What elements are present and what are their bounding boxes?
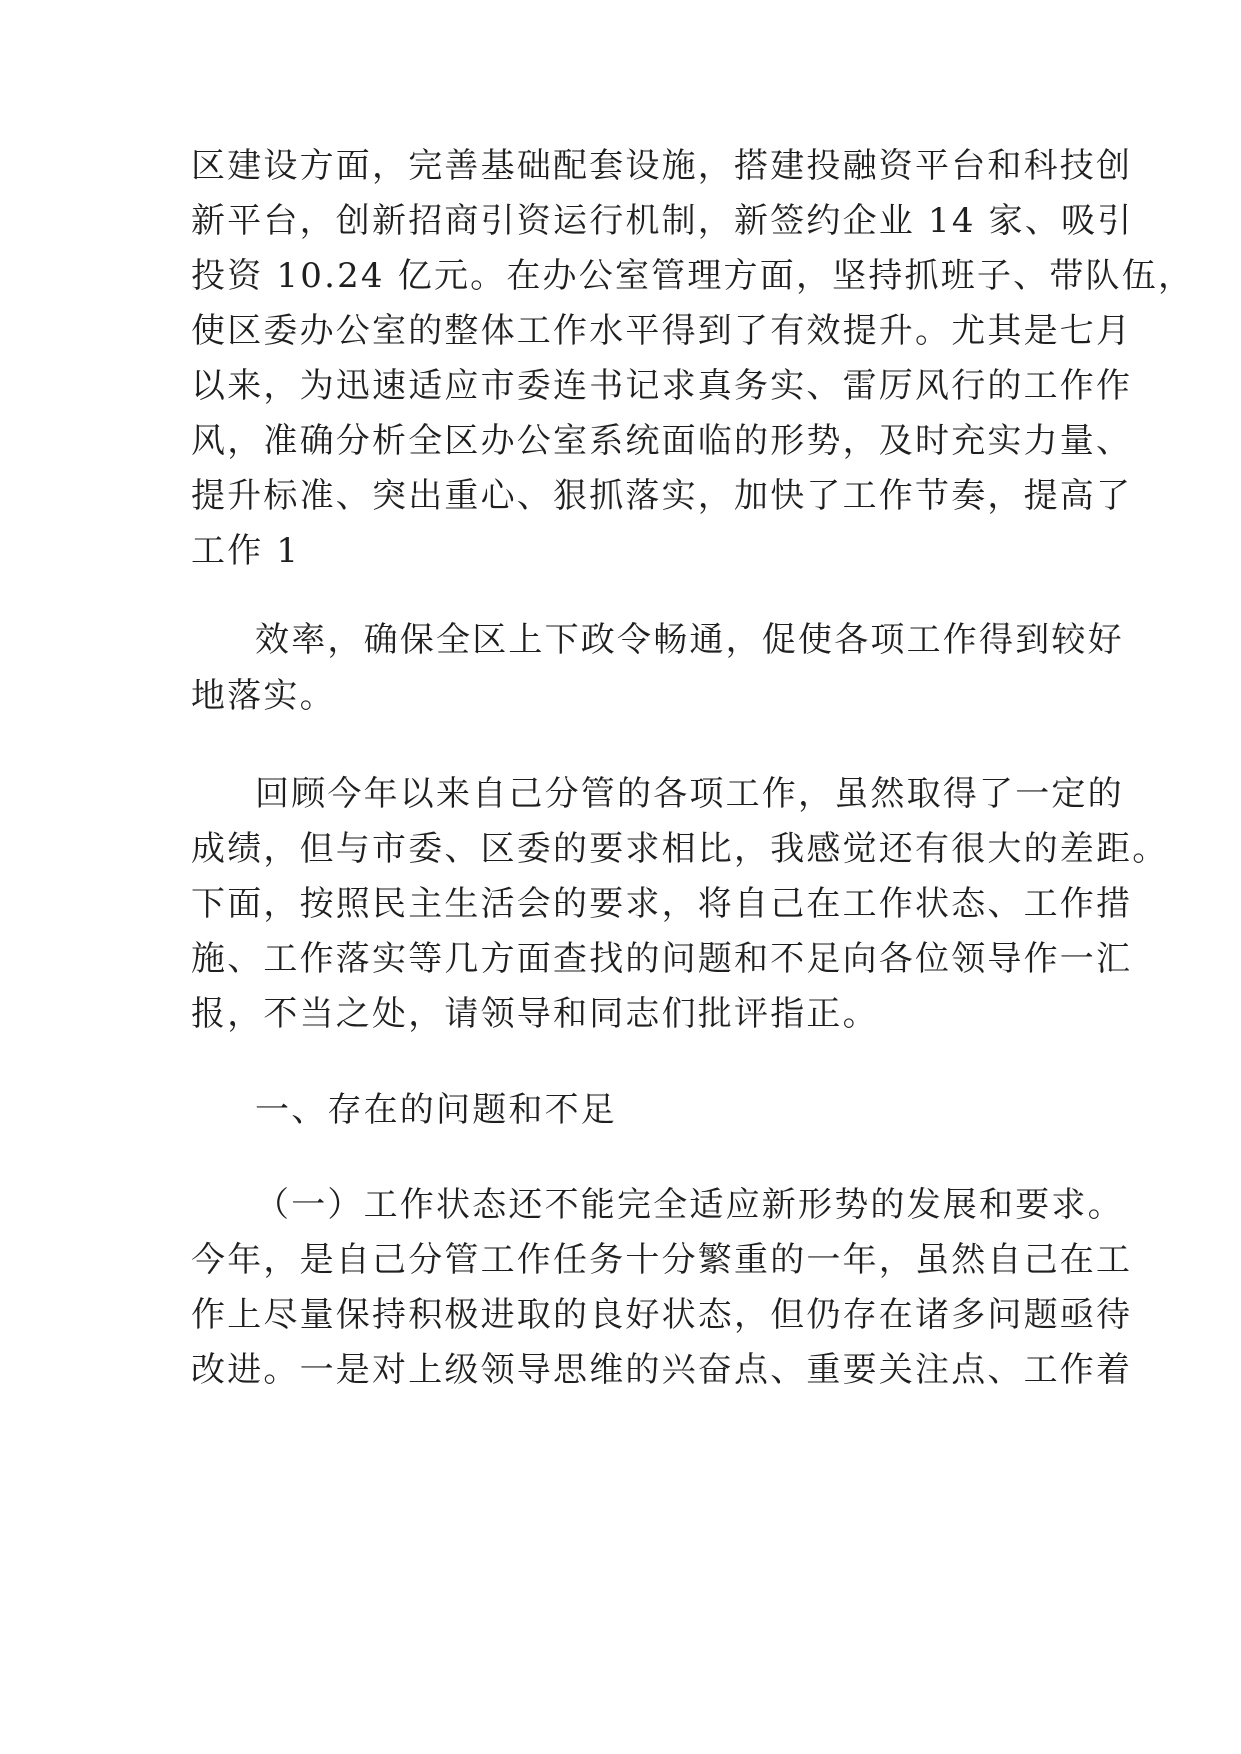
subsection-heading: （一）工作状态还不能完全适应新形势的发展和要求。	[255, 1185, 1124, 1225]
text-line: 新平台，创新招商引资运行机制，新签约企业 14 家、吸引	[191, 201, 1134, 241]
text-line: 工作 1	[191, 531, 301, 571]
text-line: 投资 10.24 亿元。在办公室管理方面，坚持抓班子、带队伍，	[191, 256, 1195, 296]
text-line: 成绩，但与市委、区委的要求相比，我感觉还有很大的差距。	[191, 829, 1169, 869]
text-line: 风，准确分析全区办公室系统面临的形势，及时充实力量、	[191, 421, 1133, 461]
text-line: 回顾今年以来自己分管的各项工作，虽然取得了一定的	[255, 774, 1124, 814]
text-line: 区建设方面，完善基础配套设施，搭建投融资平台和科技创	[191, 146, 1133, 186]
text-line: 改进。一是对上级领导思维的兴奋点、重要关注点、工作着	[191, 1350, 1133, 1390]
text-line: 今年，是自己分管工作任务十分繁重的一年，虽然自己在工	[191, 1240, 1133, 1280]
text-line: 施、工作落实等几方面查找的问题和不足向各位领导作一汇	[191, 939, 1133, 979]
text-line: 作上尽量保持积极进取的良好状态，但仍存在诸多问题亟待	[191, 1295, 1133, 1335]
text-line: 以来，为迅速适应市委连书记求真务实、雷厉风行的工作作	[191, 366, 1133, 406]
text-line: 使区委办公室的整体工作水平得到了有效提升。尤其是七月	[191, 311, 1133, 351]
section-heading: 一、存在的问题和不足	[255, 1090, 617, 1130]
text-line: 下面，按照民主生活会的要求，将自己在工作状态、工作措	[191, 884, 1133, 924]
text-line: 效率，确保全区上下政令畅通，促使各项工作得到较好	[255, 620, 1124, 660]
text-line: 报，不当之处，请领导和同志们批评指正。	[191, 994, 879, 1034]
text-line: 地落实。	[191, 676, 336, 716]
text-line: 提升标准、突出重心、狠抓落实，加快了工作节奏，提高了	[191, 476, 1133, 516]
